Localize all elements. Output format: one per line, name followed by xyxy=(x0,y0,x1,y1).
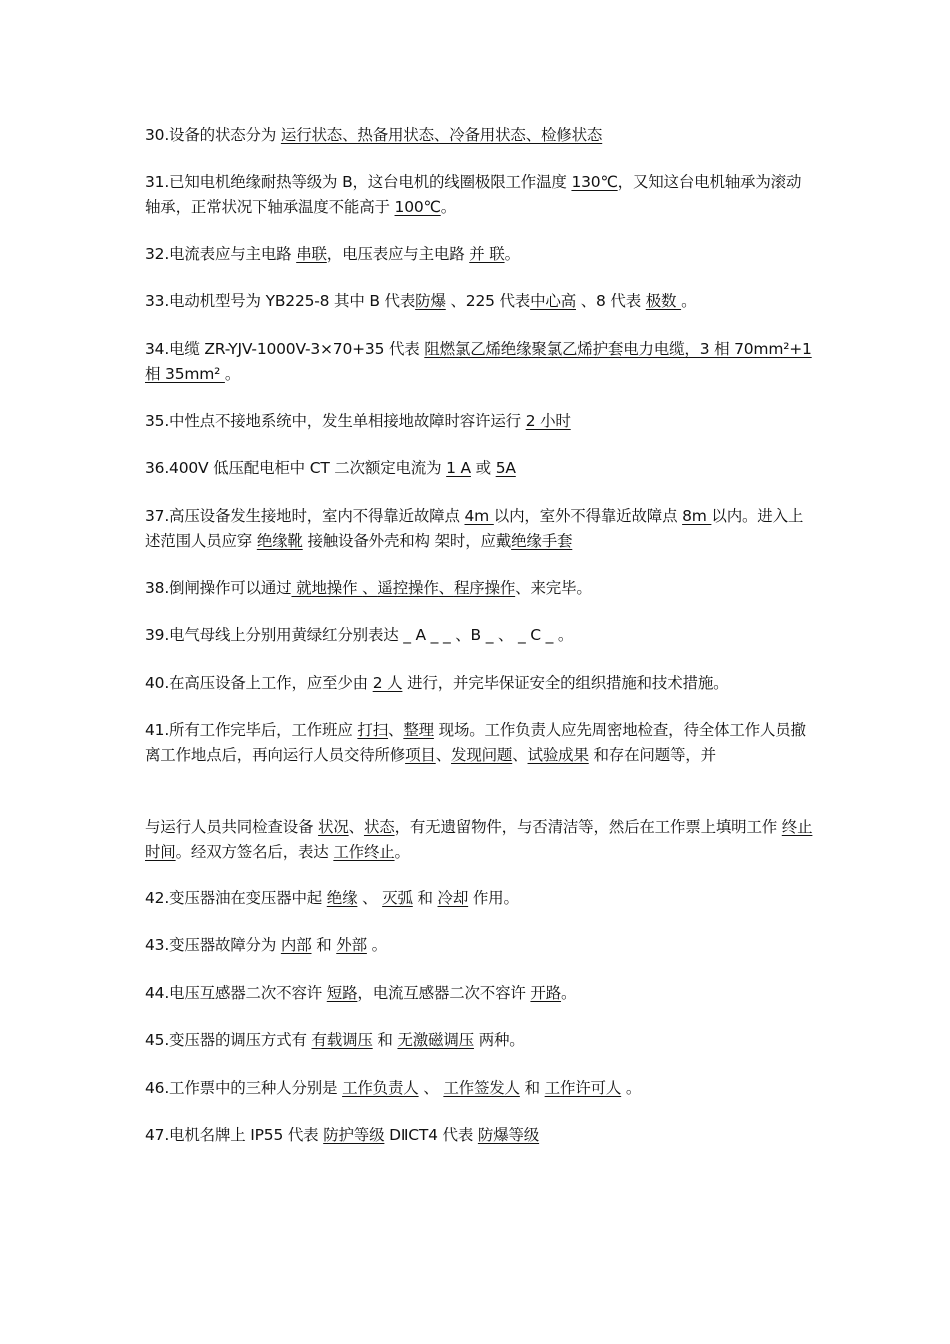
answer-blank: 灭弧 xyxy=(382,889,413,907)
question-40: 40.在高压设备上工作，应至少由 2 人 进行，并完毕保证安全的组织措施和技术措施。 xyxy=(145,674,729,692)
question-42: 42.变压器油在变压器中起 绝缘 、 灭弧 和 冷却 作用。 xyxy=(145,889,519,907)
answer-blank: 程序操作 xyxy=(453,579,516,597)
answer-blank: 遥控操作 xyxy=(377,579,439,597)
question-45: 45.变压器的调压方式有 有载调压 和 无激磁调压 两种。 xyxy=(145,1031,525,1049)
answer-blank: 1 A xyxy=(446,459,471,477)
answer-blank: 工作终止 xyxy=(333,843,395,861)
question-38: 38.倒闸操作可以通过 就地操作 、遥控操作、程序操作、来完毕。 xyxy=(145,579,592,597)
answer-blank: 阻燃氯乙烯绝缘聚氯乙烯护套电力电缆，3 相 70mm²+1 相 35mm² xyxy=(145,340,812,383)
question-37: 37.高压设备发生接地时，室内不得靠近故障点 4m 以内，室外不得靠近故障点 8m 以内。进入上述范围人员应穿 绝缘靴 接触设备外壳和构 架时，应戴绝缘手套 xyxy=(145,507,804,550)
answer-blank: 短路 xyxy=(326,984,358,1002)
answer-blank: 绝缘 xyxy=(326,889,358,907)
answer-blank: 内部 xyxy=(280,936,312,954)
answer-blank: 100℃ xyxy=(394,198,441,216)
question-31: 31.已知电机绝缘耐热等级为 B，这台电机的线圈极限工作温度 130℃，又知这台电机轴承为滚动轴承，正常状况下轴承温度不能高于 100℃。 xyxy=(145,173,802,216)
answer-blank: 并 联 xyxy=(469,245,505,263)
answer-blank: 绝缘靴 xyxy=(256,532,303,550)
question-34: 34.电缆 ZR-YJV-1000V-3×70+35 代表 阻燃氯乙烯绝缘聚氯乙烯护套电力电缆，3 相 70mm²+1 相 35mm² 。 xyxy=(145,340,812,383)
answer-blank: 开路 xyxy=(530,984,562,1002)
answer-blank: 工作签发人 xyxy=(443,1079,520,1097)
answer-blank: 就地操作 xyxy=(291,579,363,597)
answer-blank: 发现问题 xyxy=(451,746,513,764)
answer-blank: 130℃ xyxy=(571,173,618,191)
question-43: 43.变压器故障分为 内部 和 外部 。 xyxy=(145,936,387,954)
question-44: 44.电压互感器二次不容许 短路，电流互感器二次不容许 开路。 xyxy=(145,984,577,1002)
answer-blank: 工作许可人 xyxy=(544,1079,622,1097)
question-35: 35.中性点不接地系统中，发生单相接地故障时容许运行 2 小时 xyxy=(145,412,571,430)
answer-blank: 项目 xyxy=(405,746,436,764)
answer-blank: 工作负责人 xyxy=(342,1079,419,1097)
answer-blank: 状况 xyxy=(318,818,349,836)
question-33: 33.电动机型号为 YB225-8 其中 B 代表防爆 、225 代表中心高 、8 代表 极数 。 xyxy=(145,292,697,310)
answer-blank: 外部 xyxy=(336,936,367,954)
answer-blank: 2 小时 xyxy=(525,412,571,430)
answer-blank: 打扫 xyxy=(357,721,388,739)
answer-blank: 中心高 xyxy=(530,292,576,310)
answer-blank: 绝缘手套 xyxy=(511,532,573,550)
answer-blank: 防爆 xyxy=(415,292,446,310)
question-41-continued: 与运行人员共同检查设备 状况、状态，有无遗留物件，与否清洁等，然后在工作票上填明工作 终止时间。经双方签名后，表达 工作终止。 xyxy=(145,818,813,861)
answer-blank: 极数 xyxy=(645,292,682,310)
answer-blank: 整理 xyxy=(403,721,434,739)
answer-blank: 运行状态、热备用状态、冷备用状态、检修状态 xyxy=(280,126,603,144)
answer-blank: 状态 xyxy=(363,818,395,836)
answer-blank: 4m xyxy=(464,507,494,525)
answer-blank: 有载调压 xyxy=(311,1031,373,1049)
answer-blank: 冷却 xyxy=(437,889,469,907)
answer-blank: 终止时间 xyxy=(145,818,813,861)
question-36: 36.400V 低压配电柜中 CT 二次额定电流为 1 A 或 5A xyxy=(145,459,516,477)
answer-blank: 防护等级 xyxy=(323,1126,385,1144)
answer-blank: 防爆等级 xyxy=(477,1126,540,1144)
answer-blank: 8m xyxy=(682,507,712,525)
question-30: 30.设备的状态分为 运行状态、热备用状态、冷备用状态、检修状态 xyxy=(145,126,603,144)
answer-blank: 无激磁调压 xyxy=(397,1031,474,1049)
answer-blank: 试验成果 xyxy=(527,746,589,764)
question-32: 32.电流表应与主电路 串联，电压表应与主电路 并 联。 xyxy=(145,245,520,263)
answer-blank: 2 人 xyxy=(372,674,403,692)
question-39: 39.电气母线上分别用黄绿红分别表达 _ A _ _ 、B _ 、 _ C _ 。 xyxy=(145,626,574,644)
question-47: 47.电机名牌上 IP55 代表 防护等级 DⅡCT4 代表 防爆等级 xyxy=(145,1126,540,1144)
answer-blank: 串联 xyxy=(296,245,327,263)
answer-blank: 5A xyxy=(495,459,516,477)
question-46: 46.工作票中的三种人分别是 工作负责人 、 工作签发人 和 工作许可人 。 xyxy=(145,1079,642,1097)
question-41: 41.所有工作完毕后，工作班应 打扫、整理 现场。工作负责人应先周密地检查，待全体工作人员撤离工作地点后，再向运行人员交待所修项目、发现问题、试验成果 和存在问题等，并 xyxy=(145,721,806,764)
